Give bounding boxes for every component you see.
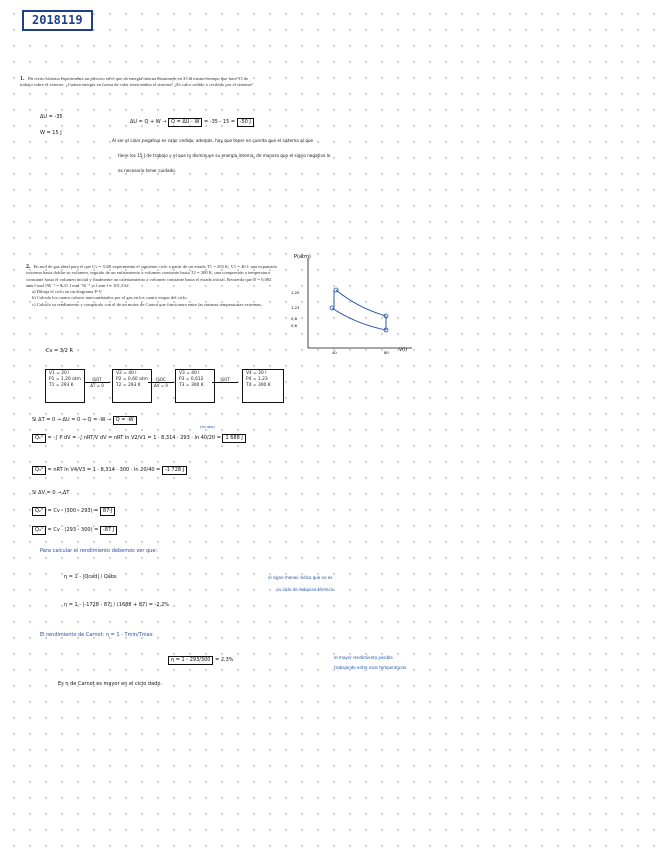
state-3-p: P3 = 0,612 bbox=[179, 377, 204, 382]
arrow-1-2 bbox=[84, 377, 110, 388]
problem-1-text: Un cierto sistema experimenta un proceso en el que su energía interna disminuye en 35 al mismo tiempo que hace 15 de trabajo sobre el exterior. ¿Cuánta energía en forma de calor intercambia el sistema? ¿Es calor cedido o recibido por el sistema? bbox=[20, 76, 253, 88]
p1-eq-pre: ΔU = Q + W → bbox=[130, 119, 167, 125]
carnot-result: = 2,3% bbox=[215, 657, 234, 663]
eta-note-1: el signo menos indica que no es bbox=[268, 575, 333, 580]
state-box-1 bbox=[45, 369, 85, 403]
q12-line bbox=[32, 434, 246, 443]
p1-result-box: -50 J bbox=[237, 118, 254, 127]
p2-isothermal-line bbox=[32, 416, 137, 425]
p1-comment-3: es necesario tener cuidado. bbox=[118, 168, 177, 173]
eta-formula: η = 1 - |Qced| / Qabs bbox=[64, 574, 117, 580]
q23-result: 87 J bbox=[100, 507, 115, 516]
problem-1-number: 1. bbox=[20, 76, 25, 82]
pv-ytick-2: 1,23 bbox=[291, 305, 300, 310]
date-label: 2018119 bbox=[22, 10, 93, 31]
p1-given-w: W = 15 J bbox=[40, 130, 62, 136]
problem-2-item-c: c) Calcula su rendimiento y compáralo con el de un motor de Carnot que funcionara entre las mismas temperaturas extremas. bbox=[32, 301, 263, 307]
q23-line bbox=[32, 507, 115, 516]
pv-ytick-4: 0,6 bbox=[291, 323, 298, 328]
carnot-intro: El rendimiento de Carnot: η = 1 - Tmin/Tmax bbox=[40, 632, 153, 638]
q41-line bbox=[32, 526, 117, 535]
arrow-3-4 bbox=[212, 377, 238, 383]
state-4-v: V4 = 20 l bbox=[246, 371, 267, 376]
eta-result: -2,2% bbox=[154, 602, 170, 608]
eta-note-2: un ciclo de máquina térmica bbox=[276, 587, 334, 592]
p2-isochoric-line: Si ΔV = 0 → ΔT bbox=[32, 490, 70, 496]
state-2-t: T2 = 293 K bbox=[116, 383, 141, 388]
p2-isot-pre: Si ΔT = 0 → ΔU = 0 → Q = -W → bbox=[32, 417, 112, 423]
state-box-2 bbox=[112, 369, 152, 403]
p1-comment-1: Al ser el calor negativo es calor cedido, además, hay que tener en cuenta que el sistema al que bbox=[112, 138, 314, 143]
final-conclusion: Es η de Carnot es mayor en el ciclo dado. bbox=[58, 681, 162, 687]
state-4-p: P4 = 1,23 bbox=[246, 377, 268, 382]
q41-result: -87 J bbox=[100, 526, 117, 535]
q12-rest: = -∫ P dV = -∫ nRT/V dV = nRT ln V2/V1 = 1 · 8,314 · 293 · ln 40/20 = bbox=[47, 435, 221, 441]
p1-comment-2: tiene los 15 J de trabajo y el que lo disminuye su energía interna, de manera que el signo negativo lo bbox=[118, 153, 331, 158]
state-box-3 bbox=[175, 369, 215, 403]
pv-isotherm-high bbox=[336, 290, 386, 316]
state-3-v: V3 = 40 l bbox=[179, 371, 200, 376]
state-1-t: T1 = 293 K bbox=[49, 383, 74, 388]
state-1-v: V1 = 20 l bbox=[49, 371, 70, 376]
q23-rest: = Cv · (300 - 293) = bbox=[47, 508, 99, 514]
carnot-box: η = 1 - 293/300 bbox=[168, 656, 213, 665]
eta-calc: η = 1 - |-1728 - 87| / (1688 + 87) = bbox=[64, 602, 153, 608]
arrow-2-bottom: ΔV = 0 bbox=[154, 383, 168, 388]
p2-isot-note: (en abs) bbox=[200, 425, 215, 429]
state-4-t: T4 = 300 K bbox=[246, 383, 271, 388]
carnot-note-2: trabajando entre esas temperaturas bbox=[334, 665, 407, 670]
q41-rest: = Cv · (293 - 300) = bbox=[47, 527, 99, 533]
q34-line bbox=[32, 466, 187, 475]
problem-2-item-b: b) Calcula los cuatro calores intercambiados por el gas en los cuatro etapas del ciclo. bbox=[32, 295, 188, 301]
arrow-1-bottom: ΔT = 0 bbox=[90, 383, 104, 388]
pv-isotherm-low bbox=[332, 308, 386, 330]
arrow-1-top: ISOT bbox=[84, 377, 110, 383]
q34-rest: = nRT ln V4/V3 = 1 · 8,314 · 300 · ln 20/40 = bbox=[47, 467, 161, 473]
pv-diagram bbox=[286, 250, 426, 360]
carnot-note-1: el mayor rendimiento posible bbox=[334, 655, 393, 660]
eta-calculation bbox=[64, 602, 169, 609]
state-box-4 bbox=[242, 369, 284, 403]
state-2-v: V2 = 40 l bbox=[116, 371, 137, 376]
state-2-p: P2 = 0,60 atm bbox=[116, 377, 148, 382]
q34-result: -1 728 J bbox=[162, 466, 187, 475]
problem-2-number: 2. bbox=[26, 264, 31, 270]
state-1-p: P1 = 1,20 atm bbox=[49, 377, 81, 382]
efficiency-intro: Para calcular el rendimiento debemos ver que: bbox=[40, 548, 158, 554]
pv-ylabel: P(atm) bbox=[294, 254, 311, 260]
problem-2-statement bbox=[26, 264, 280, 308]
q12-box: Q₁² bbox=[32, 434, 46, 443]
pv-ytick-1: 1,20 bbox=[291, 290, 300, 295]
carnot-line bbox=[168, 656, 234, 665]
arrow-3-top: ISOT bbox=[212, 377, 238, 383]
pv-ytick-3: 0,8 bbox=[291, 316, 298, 321]
q12-result: 1 688 J bbox=[222, 434, 245, 443]
pv-xlabel: V(l) bbox=[399, 348, 408, 353]
p2-cv: Cv = 3/2 R bbox=[46, 348, 73, 354]
problem-1-statement bbox=[20, 76, 256, 89]
p1-eq-post: = -35 - 15 = bbox=[203, 119, 236, 125]
q34-box: Q₃⁴ bbox=[32, 466, 46, 475]
p1-given-du: ΔU = -35 bbox=[40, 114, 63, 120]
problem-2-item-a: a) Dibuja el ciclo en un diagrama P-V. bbox=[32, 289, 103, 295]
state-3-t: T3 = 300 K bbox=[179, 383, 204, 388]
pv-xtick-1: 40 bbox=[332, 350, 337, 355]
q23-box: Q₂³ bbox=[32, 507, 46, 516]
q41-box: Q₄¹ bbox=[32, 526, 46, 535]
p1-eq-box: Q = ΔU - W bbox=[168, 118, 202, 127]
p1-equation bbox=[130, 118, 254, 127]
arrow-2-top: ISOC bbox=[148, 377, 174, 383]
problem-2-text: En mol de gas ideal para el que Cv = 3/2R experimenta el siguiente ciclo a partir de un estado T1 = 293 K, V1 = 40 l: una expansión isoterma hasta doblar su volumen, seguido de un enfriamiento a volumen constante hasta T2 = 300 K, una compresión a temperatura constante hasta el volumen inicial y finalmente un calentamiento a volumen constante hasta el estado inicial. Recuerda que R = 0,082 atm·l·mol⁻¹K⁻¹ = 8,31 J mol⁻¹K⁻¹ y 1 atm·l = 101,33 J. bbox=[26, 264, 277, 288]
p2-isot-box: Q = -W bbox=[113, 416, 137, 425]
pv-xtick-2: 80 bbox=[384, 350, 389, 355]
arrow-2-3 bbox=[148, 377, 174, 388]
